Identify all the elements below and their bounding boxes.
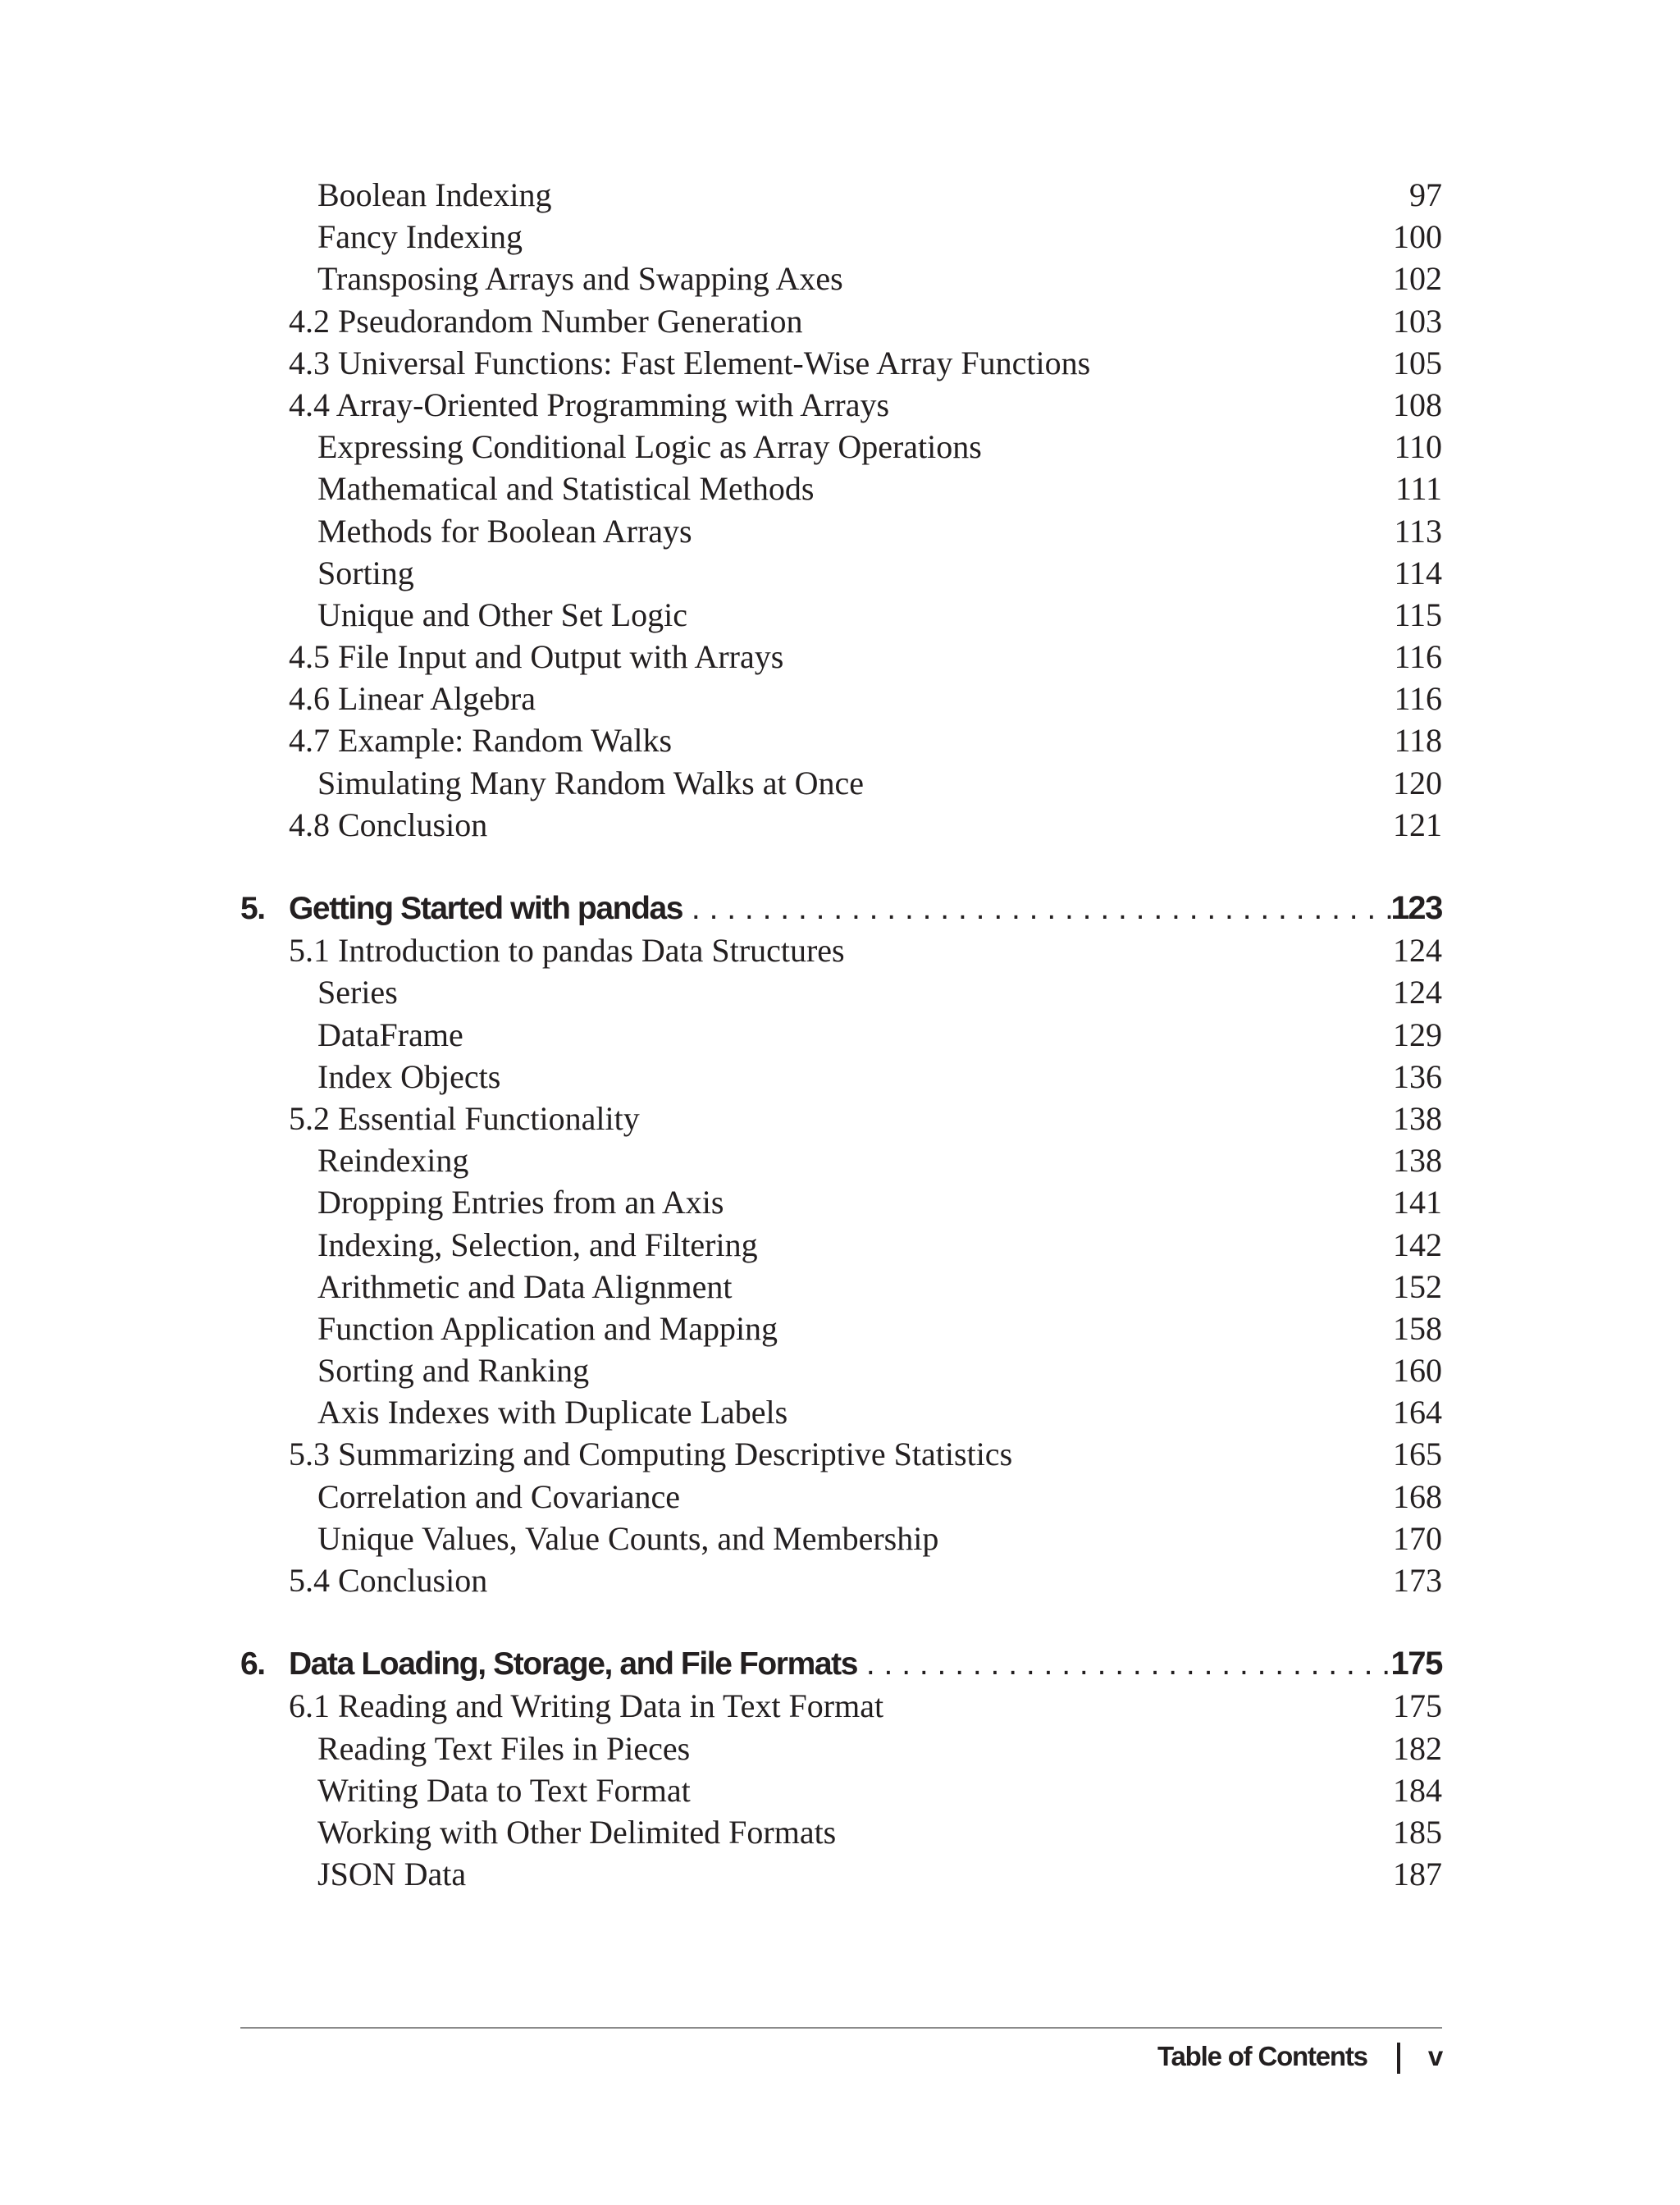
toc-entry-page: 123: [1390, 890, 1442, 926]
table-of-contents: [0, 174, 1680, 1895]
footer-separator: [1397, 2043, 1400, 2074]
toc-section-row[interactable]: [0, 1433, 1680, 1475]
toc-subsection-row[interactable]: [0, 552, 1680, 594]
toc-entry-title: Expressing Conditional Logic as Array Operations: [317, 428, 982, 466]
toc-entry-title: Writing Data to Text Format: [317, 1771, 691, 1809]
toc-entry-page: 136: [1393, 1057, 1442, 1095]
toc-entry-title: Working with Other Delimited Formats: [317, 1813, 837, 1851]
toc-section-row[interactable]: [0, 1685, 1680, 1727]
footer-page-number: v: [1427, 2041, 1442, 2071]
toc-entry-title: Index Objects: [317, 1057, 501, 1095]
toc-entry-page: 108: [1393, 386, 1442, 423]
toc-entry-page: 158: [1393, 1309, 1442, 1347]
toc-entry-title: Simulating Many Random Walks at Once: [317, 764, 864, 801]
toc-subsection-row[interactable]: [0, 1853, 1680, 1895]
toc-entry-title: 4.7 Example: Random Walks: [289, 722, 673, 760]
toc-entry-page: 182: [1393, 1729, 1442, 1767]
toc-entry-page: 168: [1393, 1477, 1442, 1515]
toc-entry-title: 5.3 Summarizing and Computing Descriptive Statistics: [289, 1436, 1013, 1473]
toc-entry-title: Fancy Indexing: [317, 218, 523, 256]
toc-entry-page: 121: [1393, 806, 1442, 843]
toc-entry-page: 187: [1393, 1856, 1442, 1893]
toc-subsection-row[interactable]: [0, 1308, 1680, 1349]
toc-entry-title: 5.1 Introduction to pandas Data Structures: [289, 932, 845, 970]
toc-entry-page: 100: [1393, 218, 1442, 256]
toc-entry-title: Sorting: [317, 554, 414, 591]
toc-section-row[interactable]: [0, 384, 1680, 426]
toc-entry-title: Reindexing: [317, 1142, 469, 1180]
toc-entry-title: Correlation and Covariance: [317, 1477, 681, 1515]
toc-entry-page: 142: [1393, 1226, 1442, 1263]
toc-entry-page: 160: [1393, 1352, 1442, 1390]
toc-entry-title: Unique Values, Value Counts, and Membership: [317, 1519, 939, 1557]
toc-section-row[interactable]: [0, 719, 1680, 761]
toc-chapter-row[interactable]: [0, 1643, 1680, 1685]
toc-section-row[interactable]: [0, 342, 1680, 384]
toc-entry-page: 129: [1393, 1016, 1442, 1053]
toc-subsection-row[interactable]: [0, 1266, 1680, 1308]
toc-subsection-row[interactable]: [0, 216, 1680, 258]
footer-rule: [240, 2027, 1442, 2029]
toc-entry-title: 4.6 Linear Algebra: [289, 680, 536, 718]
toc-subsection-row[interactable]: [0, 1139, 1680, 1181]
toc-entry-page: 105: [1393, 344, 1442, 381]
toc-entry-title: 5.2 Essential Functionality: [289, 1099, 640, 1137]
toc-entry-page: 175: [1393, 1687, 1442, 1725]
toc-entry-page: 102: [1393, 260, 1442, 298]
toc-entry-page: 103: [1393, 302, 1442, 340]
footer-label: Table of Contents: [1157, 2041, 1367, 2071]
toc-section-row[interactable]: [0, 804, 1680, 846]
toc-entry-page: 124: [1393, 932, 1442, 970]
toc-entry-page: 138: [1393, 1099, 1442, 1137]
toc-entry-title: Mathematical and Statistical Methods: [317, 470, 815, 508]
toc-entry-page: 116: [1394, 680, 1442, 718]
toc-subsection-row[interactable]: [0, 510, 1680, 552]
toc-entry-title: 4.8 Conclusion: [289, 806, 488, 843]
toc-entry-page: 114: [1394, 554, 1442, 591]
toc-entry-title: JSON Data: [317, 1856, 467, 1893]
toc-entry-title: 4.3 Universal Functions: Fast Element-Wise Array Functions: [289, 344, 1091, 381]
toc-entry-page: 118: [1394, 722, 1442, 760]
toc-entry-title: Getting Started with pandas . . .: [289, 888, 1409, 929]
toc-entry-page: 165: [1393, 1436, 1442, 1473]
toc-subsection-row[interactable]: [0, 174, 1680, 216]
toc-section-row[interactable]: [0, 1098, 1680, 1139]
toc-subsection-row[interactable]: [0, 1056, 1680, 1098]
toc-entry-title: Axis Indexes with Duplicate Labels: [317, 1394, 788, 1431]
toc-entry-title: 6.1 Reading and Writing Data in Text Format: [289, 1687, 884, 1725]
toc-entry-title: 4.4 Array-Oriented Programming with Arrays: [289, 386, 890, 423]
toc-subsection-row[interactable]: [0, 594, 1680, 636]
toc-subsection-row[interactable]: [0, 971, 1680, 1013]
toc-entry-title: 4.5 File Input and Output with Arrays: [289, 638, 784, 676]
toc-subsection-row[interactable]: [0, 1476, 1680, 1518]
toc-entry-page: 116: [1394, 638, 1442, 676]
toc-entry-page: 173: [1393, 1562, 1442, 1599]
toc-entry-page: 120: [1393, 764, 1442, 801]
toc-entry-title: Unique and Other Set Logic: [317, 596, 687, 633]
toc-subsection-row[interactable]: [0, 1728, 1680, 1769]
toc-chapter-number: 5.: [240, 891, 265, 926]
toc-subsection-row[interactable]: [0, 1811, 1680, 1853]
toc-entry-page: 115: [1394, 596, 1442, 633]
toc-subsection-row[interactable]: [0, 1014, 1680, 1056]
toc-entry-title: Dropping Entries from an Axis: [317, 1184, 724, 1221]
toc-entry-title: 5.4 Conclusion: [289, 1562, 488, 1599]
toc-subsection-row[interactable]: [0, 1181, 1680, 1223]
toc-entry-title: Sorting and Ranking: [317, 1352, 590, 1390]
toc-entry-page: 111: [1395, 470, 1442, 508]
toc-entry-title: Arithmetic and Data Alignment: [317, 1267, 733, 1305]
toc-entry-page: 113: [1394, 512, 1442, 550]
toc-entry-title: Indexing, Selection, and Filtering: [317, 1226, 758, 1263]
toc-entry-page: 138: [1393, 1142, 1442, 1180]
toc-entry-page: 124: [1393, 974, 1442, 1011]
toc-subsection-row[interactable]: [0, 1518, 1680, 1559]
toc-subsection-row[interactable]: [0, 1224, 1680, 1266]
toc-entry-page: 97: [1409, 176, 1442, 213]
toc-subsection-row[interactable]: [0, 258, 1680, 299]
toc-subsection-row[interactable]: [0, 468, 1680, 509]
toc-entry-title: Function Application and Mapping: [317, 1309, 778, 1347]
toc-entry-title: Boolean Indexing: [317, 176, 552, 213]
toc-section-row[interactable]: [0, 300, 1680, 342]
toc-entry-page: 185: [1393, 1813, 1442, 1851]
toc-entry-title: Data Loading, Storage, and File Formats . . .: [289, 1643, 1409, 1685]
toc-section-row[interactable]: [0, 929, 1680, 971]
toc-section-row[interactable]: [0, 1559, 1680, 1601]
toc-entry-title: 4.2 Pseudorandom Number Generation: [289, 302, 803, 340]
toc-entry-page: 110: [1394, 428, 1442, 466]
toc-entry-page: 164: [1393, 1394, 1442, 1431]
toc-subsection-row[interactable]: [0, 1769, 1680, 1811]
toc-entry-title: Transposing Arrays and Swapping Axes: [317, 260, 843, 298]
toc-subsection-row[interactable]: [0, 762, 1680, 804]
toc-entry-title: DataFrame: [317, 1016, 463, 1053]
toc-chapter-number: 6.: [240, 1646, 265, 1682]
toc-entry-page: 141: [1393, 1184, 1442, 1221]
toc-entry-page: 152: [1393, 1267, 1442, 1305]
toc-entry-page: 175: [1390, 1646, 1442, 1682]
toc-entry-page: 170: [1393, 1519, 1442, 1557]
toc-entry-title: Series: [317, 974, 398, 1011]
toc-subsection-row[interactable]: [0, 426, 1680, 468]
toc-chapter-row[interactable]: [0, 888, 1680, 929]
page-footer: [1157, 2036, 1442, 2077]
toc-entry-title: Methods for Boolean Arrays: [317, 512, 692, 550]
toc-section-row[interactable]: [0, 678, 1680, 719]
toc-entry-title: Reading Text Files in Pieces: [317, 1729, 691, 1767]
toc-subsection-row[interactable]: [0, 1391, 1680, 1433]
toc-entry-page: 184: [1393, 1771, 1442, 1809]
toc-subsection-row[interactable]: [0, 1349, 1680, 1391]
toc-section-row[interactable]: [0, 636, 1680, 678]
